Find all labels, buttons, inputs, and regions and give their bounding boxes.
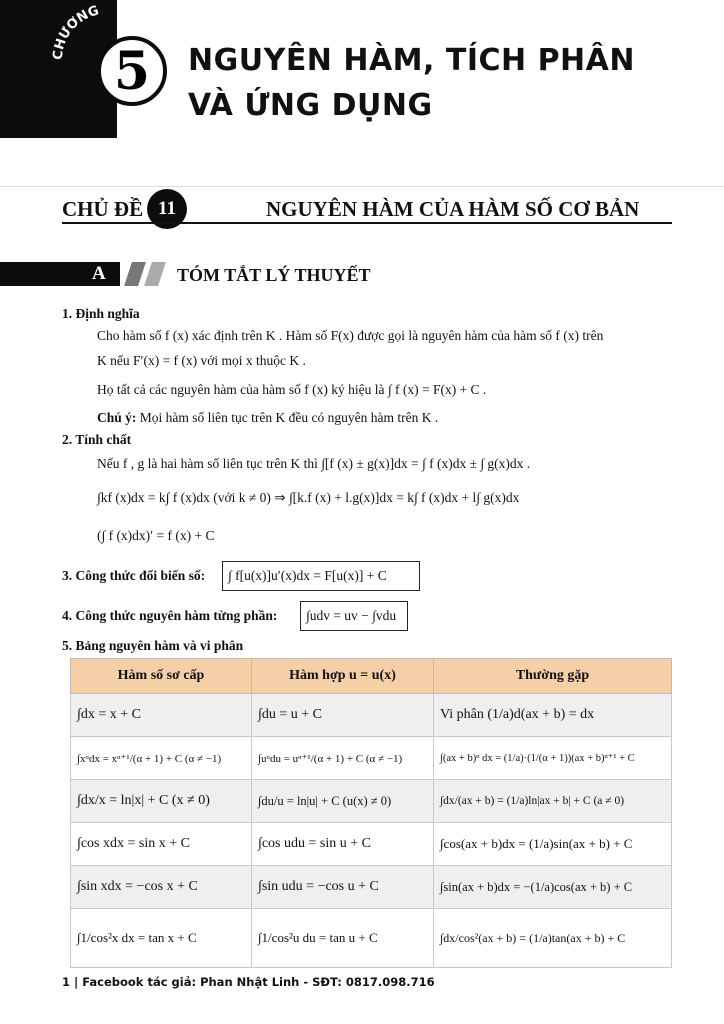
parts-formula: ∫udv = uv − ∫vdu bbox=[306, 608, 397, 623]
table-cell: ∫dx/(ax + b) = (1/a)ln|ax + b| + C (a ≠ 0) bbox=[434, 780, 672, 823]
table-row bbox=[71, 866, 672, 909]
substitution-formula: ∫ f[u(x)]u′(x)dx = F[u(x)] + C bbox=[228, 568, 387, 583]
table-header-cell: Hàm hợp u = u(x) bbox=[252, 659, 434, 694]
table-cell: ∫dx/cos²(ax + b) = (1/a)tan(ax + b) + C bbox=[434, 909, 672, 968]
definition-text-2: K nếu F′(x) = f (x) với mọi x thuộc K . bbox=[97, 353, 306, 368]
section-stripe-light bbox=[144, 262, 166, 286]
chapter-word-text: CHƯƠNG bbox=[50, 3, 101, 61]
table-row bbox=[71, 737, 672, 780]
table-cell: ∫sin udu = −cos u + C bbox=[252, 866, 434, 909]
definition-notation: Họ tất cả các nguyên hàm của hàm số f (x) ký hiệu là ∫ f (x) = F(x) + C . bbox=[97, 382, 487, 397]
property-linearity: ∫kf (x)dx = k∫ f (x)dx (với k ≠ 0) ⇒ ∫[k.f (x) + l.g(x)]dx = k∫ f (x)dx + l∫ g(x)dx bbox=[97, 490, 520, 505]
section-stripe-dark bbox=[124, 262, 146, 286]
antiderivative-table bbox=[70, 658, 672, 968]
property-derivative: (∫ f (x)dx)′ = f (x) + C bbox=[97, 528, 215, 543]
table-cell: ∫1/cos²x dx = tan x + C bbox=[71, 909, 252, 968]
chapter-title bbox=[188, 38, 635, 128]
topic-label: CHỦ ĐỀ bbox=[62, 197, 144, 221]
heading-properties: 2. Tính chất bbox=[62, 432, 132, 447]
table-row bbox=[71, 823, 672, 866]
table-cell: ∫dx/x = ln|x| + C (x ≠ 0) bbox=[71, 780, 252, 823]
table-row bbox=[71, 694, 672, 737]
property-sum-rule: Nếu f , g là hai hàm số liên tục trên K thì ∫[f (x) ± g(x)]dx = ∫ f (x)dx ± ∫ g(x)dx . bbox=[97, 456, 531, 471]
chapter-title-line1: NGUYÊN HÀM, TÍCH PHÂN bbox=[188, 43, 635, 78]
table-cell: ∫xᵅdx = xᵅ⁺¹/(α + 1) + C (α ≠ −1) bbox=[71, 737, 252, 780]
table-cell: ∫sin(ax + b)dx = −(1/a)cos(ax + b) + C bbox=[434, 866, 672, 909]
table-header-cell: Thường gặp bbox=[434, 659, 672, 694]
table-cell: Vi phân (1/a)d(ax + b) = dx bbox=[434, 694, 672, 737]
note-label: Chú ý: bbox=[97, 410, 137, 425]
table-row bbox=[71, 780, 672, 823]
topic-title: NGUYÊN HÀM CỦA HÀM SỐ CƠ BẢN bbox=[266, 197, 640, 221]
definition-text-1: Cho hàm số f (x) xác định trên K . Hàm số F(x) được gọi là nguyên hàm của hàm số f (x) trên bbox=[97, 328, 604, 343]
table-row bbox=[71, 909, 672, 968]
table-cell: ∫cos(ax + b)dx = (1/a)sin(ax + b) + C bbox=[434, 823, 672, 866]
header-divider bbox=[0, 186, 724, 187]
heading-table: 5. Bảng nguyên hàm và vi phân bbox=[62, 638, 244, 653]
table-cell: ∫sin xdx = −cos x + C bbox=[71, 866, 252, 909]
table-cell: ∫uᵅdu = uᵅ⁺¹/(α + 1) + C (α ≠ −1) bbox=[252, 737, 434, 780]
chapter-title-line2: VÀ ỨNG DỤNG bbox=[188, 88, 433, 123]
heading-definition: 1. Định nghĩa bbox=[62, 306, 140, 321]
table-cell: ∫cos xdx = sin x + C bbox=[71, 823, 252, 866]
heading-integration-by-parts: 4. Công thức nguyên hàm từng phần: bbox=[62, 608, 278, 623]
chapter-number-badge: 5 bbox=[97, 36, 167, 106]
definition-note bbox=[97, 410, 438, 426]
table-cell: ∫(ax + b)ᵅ dx = (1/a)·(1/(α + 1))(ax + b)ᵅ⁺¹ + C bbox=[434, 737, 672, 780]
topic-underline bbox=[62, 222, 672, 224]
table-header-cell: Hàm số sơ cấp bbox=[71, 659, 252, 694]
table-cell: ∫dx = x + C bbox=[71, 694, 252, 737]
heading-substitution: 3. Công thức đổi biến số: bbox=[62, 568, 206, 583]
table-cell: ∫du/u = ln|u| + C (u(x) ≠ 0) bbox=[252, 780, 434, 823]
note-text: Mọi hàm số liên tục trên K đều có nguyên hàm trên K . bbox=[136, 410, 439, 425]
page-footer: 1 | Facebook tác giả: Phan Nhật Linh - SĐT: 0817.098.716 bbox=[62, 975, 435, 989]
svg-text:CHƯƠNG bbox=[51, 3, 101, 60]
topic-number-badge: 11 bbox=[147, 189, 187, 229]
table-header-row bbox=[71, 659, 672, 694]
table-cell: ∫cos udu = sin u + C bbox=[252, 823, 434, 866]
section-title: TÓM TẮT LÝ THUYẾT bbox=[177, 265, 371, 285]
table-cell: ∫1/cos²u du = tan u + C bbox=[252, 909, 434, 968]
section-letter: A bbox=[92, 263, 106, 284]
table-cell: ∫du = u + C bbox=[252, 694, 434, 737]
